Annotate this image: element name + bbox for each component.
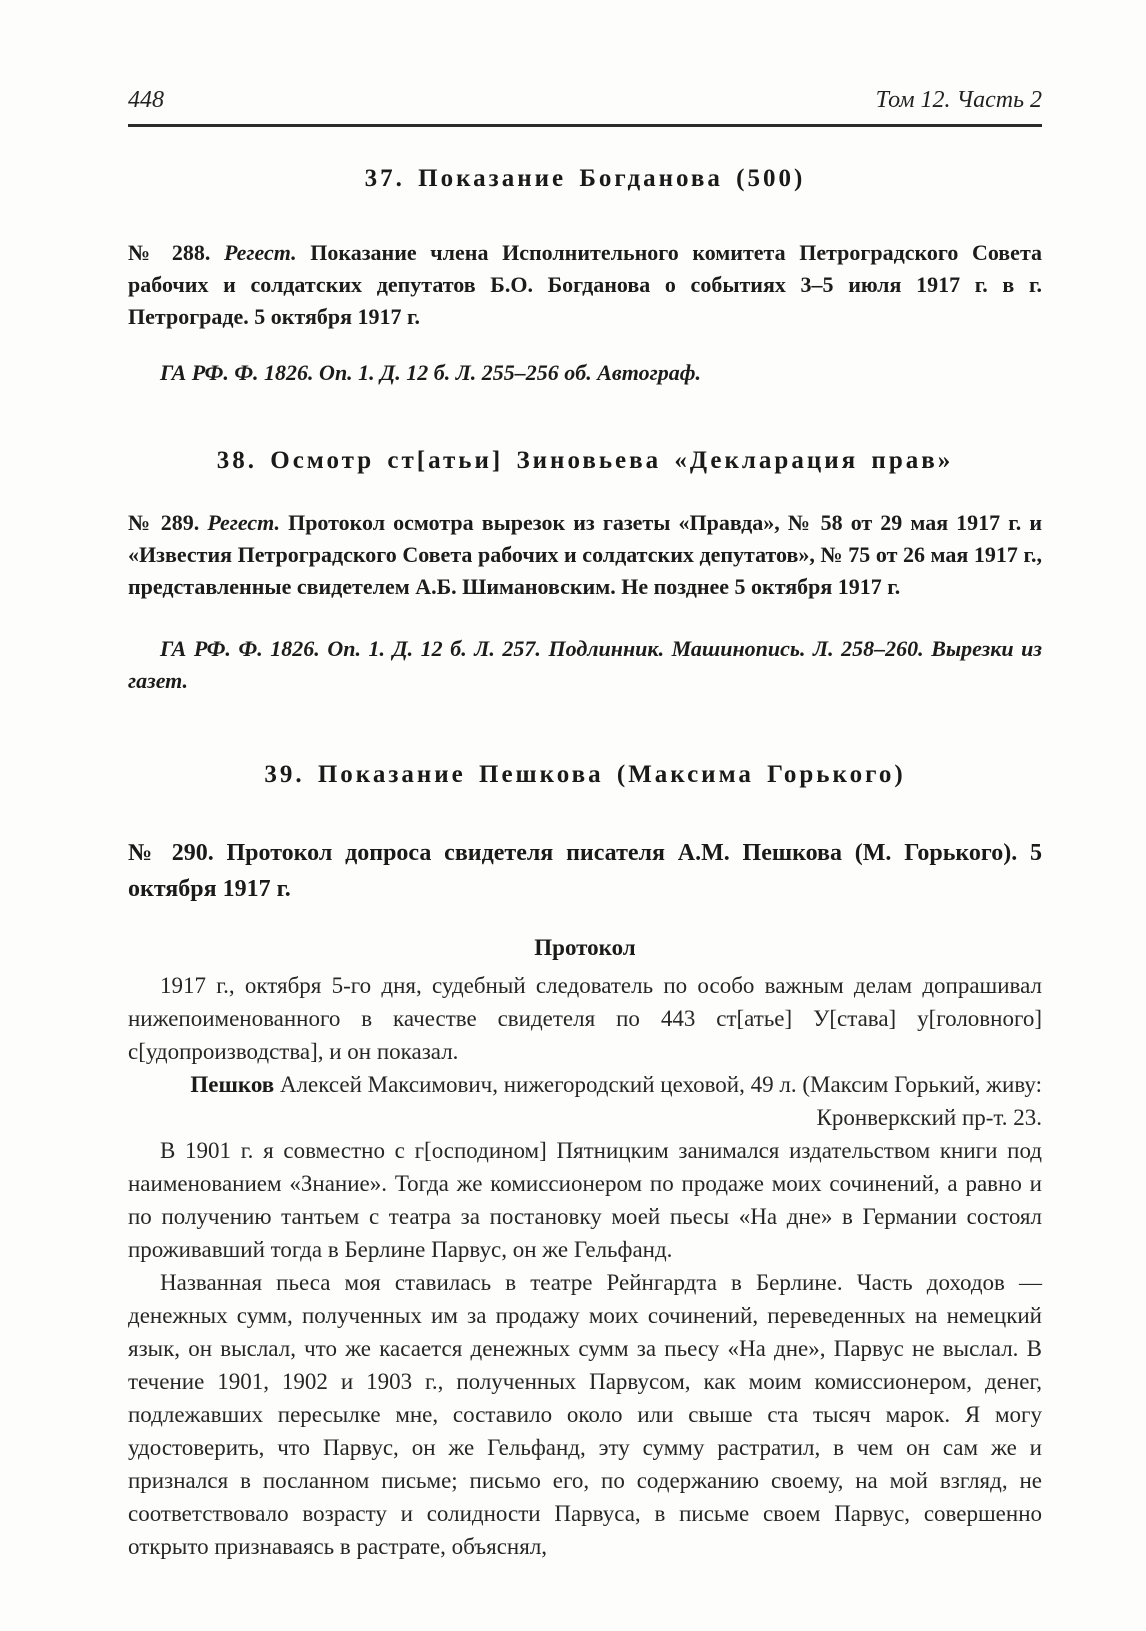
running-header: [128, 86, 1042, 114]
regest-label-288: Регест.: [223, 240, 297, 265]
doc-number-289: № 289.: [128, 510, 200, 535]
regest-text-288: Показание члена Исполнительного комитета Петроградского Совета рабочих и солдатских депутатов Б.О. Богданова о событиях 3–5 июля 1917 г. в г. Петрограде. 5 октября 1917 г.: [128, 240, 1043, 329]
volume-label: Том 12. Часть 2: [875, 87, 1042, 113]
protocol-subheading: Протокол: [534, 935, 636, 960]
regest-text-289: Протокол осмотра вырезок из газеты «Правда», № 58 от 29 мая 1917 г. и «Известия Петроградского Совета рабочих и солдатских депутатов», № 75 от 26 мая 1917 г., представленные свидетелем А.Б. Шимановским. Не позднее 5 октября 1917 г.: [128, 510, 1043, 599]
section-heading-37: 37. Показание Богданова (500): [364, 165, 806, 192]
regest-label-289: Регест.: [207, 510, 280, 535]
document-title-290: № 290. Протокол допроса свидетеля писателя А.М. Пешкова (М. Горького). 5 октября 1917 г.: [128, 840, 1042, 902]
testimony-paragraph-parvus: Названная пьеса моя ставилась в театре Рейнгардта в Берлине. Часть доходов — денежных сумм, полученных им за продажу моих сочинений, переведенных на немецкий язык, он выслал, что же касается денежных сумм за пьесу «На дне», Парвус не выслал. В течение 1901, 1902 и 1903 г., полученных Парвусом, как моим комиссионером, денег, подлежавших пересылке мне, составило около или свыше ста тысяч марок. Я могу удостоверить, что Парвус, он же Гельфанд, эту сумму растратил, в чем он сам же и признался в посланном письме; письмо его, по содержанию своему, на мой взгляд, не соответствовало возрасту и солидности Парвуса, в письме своем Парвус, совершенно открыто признаваясь в растрате, объяснял,: [128, 1270, 1042, 1559]
section-heading-39: 39. Показание Пешкова (Максима Горького): [264, 761, 906, 788]
witness-surname: Пешков: [190, 1072, 275, 1097]
regest-288: [128, 237, 1042, 333]
witness-details: Алексей Максимович, нижегородский цеховой, 49 л. (Максим Горький, живу: Кронверкский пр-т. 23.: [279, 1072, 1042, 1130]
testimony-paragraph-znanie: В 1901 г. я совместно с г[осподином] Пятницким занимался издательством книги под наименованием «Знание». Тогда же комиссионером по продаже моих сочинений, а равно и по получению тантьем с театра за постановку моей пьесы «На дне» в Германии состоял проживавший тогда в Берлине Парвус, он же Гельфанд.: [128, 1138, 1042, 1262]
header-rule: [128, 124, 1042, 127]
regest-289: [128, 507, 1042, 603]
protocol-intro-paragraph: 1917 г., октября 5-го дня, судебный следователь по особо важным делам допрашивал нижепоименованного в качестве свидетеля по 443 ст[атье] У[става] у[головного] с[удопроизводства], и он показал.: [128, 973, 1042, 1064]
section-heading-38: 38. Осмотр ст[атьи] Зиновьева «Декларация прав»: [216, 447, 954, 474]
page-number: 448: [128, 87, 164, 113]
doc-number-288: № 288.: [128, 240, 211, 265]
witness-identification: [128, 1068, 1042, 1134]
archive-reference-37: ГА РФ. Ф. 1826. Оп. 1. Д. 12 б. Л. 255–256 об. Автограф.: [160, 360, 701, 385]
archive-reference-38: ГА РФ. Ф. 1826. Оп. 1. Д. 12 б. Л. 257. Подлинник. Машинопись. Л. 258–260. Вырезки из газет.: [128, 636, 1042, 693]
